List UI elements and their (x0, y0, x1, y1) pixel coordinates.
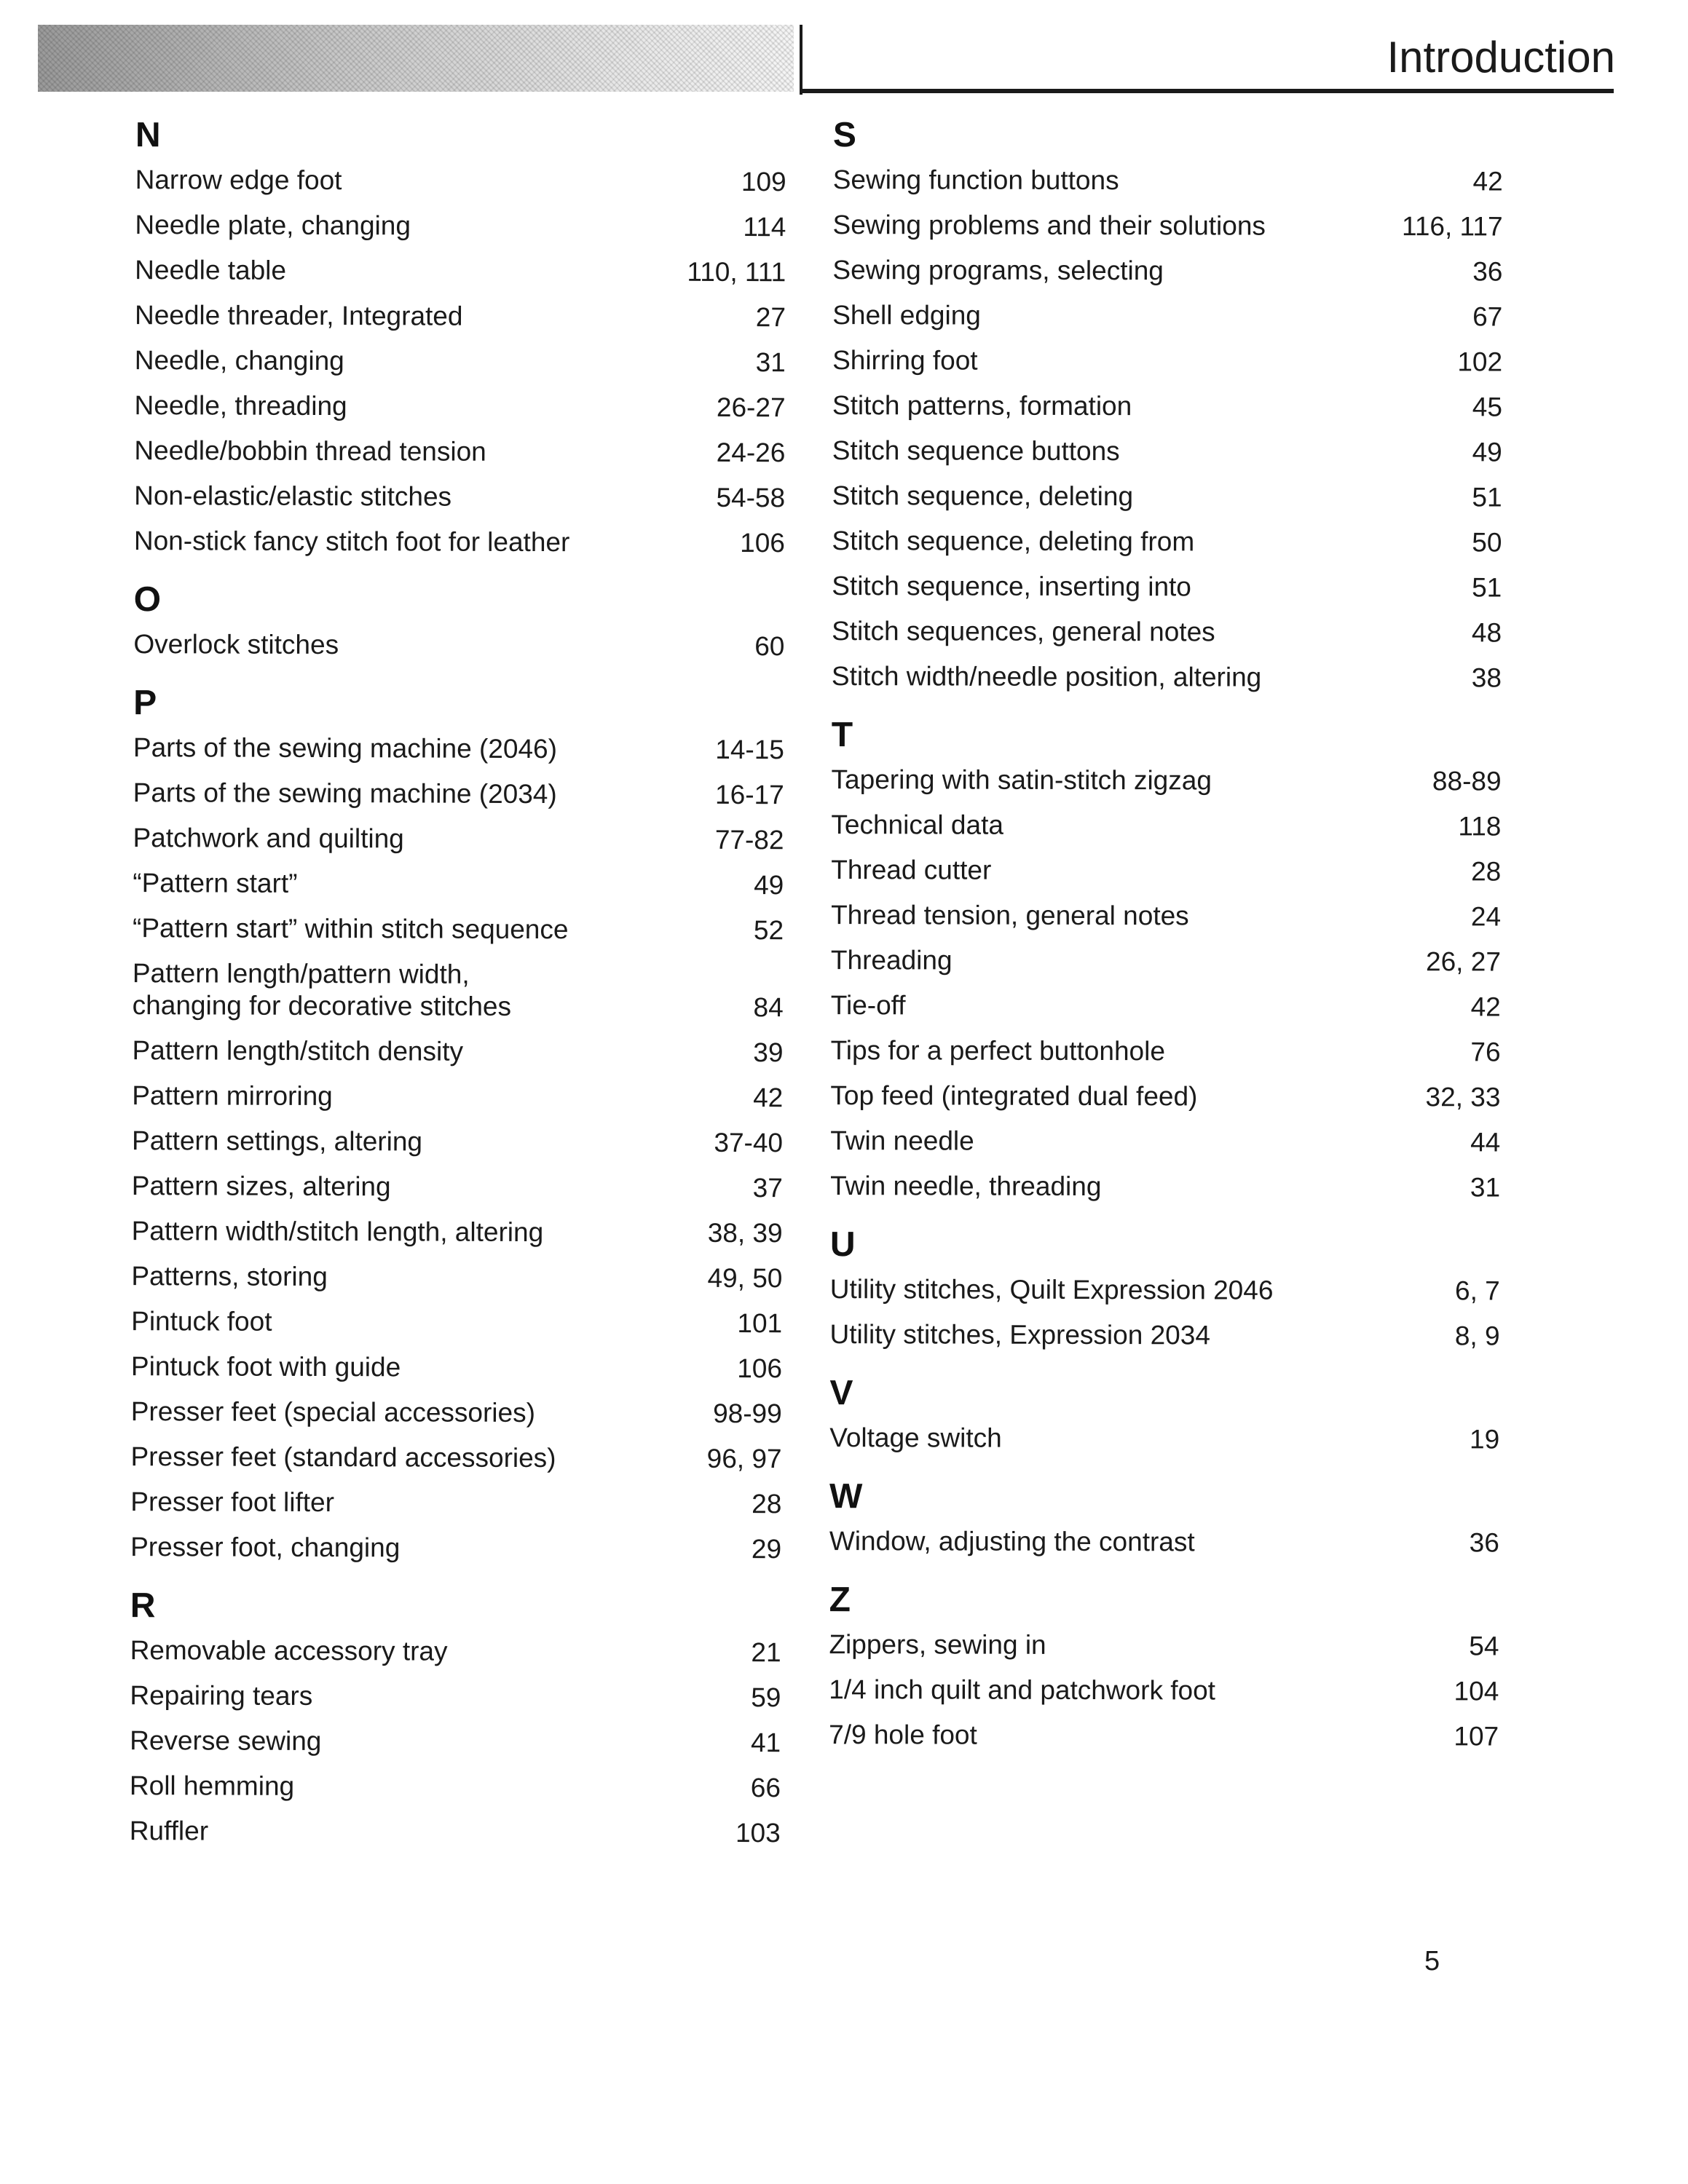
index-entry (803, 1415, 1499, 1463)
index-entry (805, 757, 1502, 804)
index-entry (103, 1718, 781, 1765)
index-entry (105, 1254, 782, 1301)
index-page-ref: 37 (752, 1173, 783, 1203)
index-term: Parts of the sewing machine (2034) (133, 778, 557, 810)
index-entry (805, 563, 1502, 611)
index-page-ref: 24 (1470, 901, 1502, 932)
index-term: Tapering with satin-stitch zigzag (831, 764, 1212, 796)
index-term: Reverse sewing (130, 1725, 322, 1757)
index-section-n (108, 114, 786, 566)
index-term: Parts of the sewing machine (2046) (133, 732, 558, 764)
index-entry (106, 1208, 783, 1256)
index-term: Non-stick fancy stitch foot for leather (133, 526, 570, 558)
index-term: Narrow edge foot (135, 165, 342, 196)
index-page-ref: 26, 27 (1426, 946, 1501, 977)
index-entry (802, 1622, 1499, 1669)
index-entry (103, 1673, 781, 1720)
index-term: Threading (830, 945, 953, 976)
index-page-ref: 36 (1469, 1527, 1499, 1558)
index-entry (802, 1712, 1499, 1760)
index-term: Stitch width/needle position, altering (831, 661, 1262, 692)
index-section-s (805, 114, 1503, 701)
index-page-ref: 21 (751, 1637, 781, 1668)
index-section-z (802, 1578, 1499, 1760)
index-page-ref: 44 (1470, 1127, 1501, 1158)
index-page-ref: 37-40 (714, 1127, 784, 1158)
index-term: Voltage switch (829, 1423, 1002, 1453)
header-divider (800, 25, 802, 95)
index-page-ref: 36 (1472, 256, 1503, 287)
index-term: Pattern length/stitch density (132, 1035, 464, 1067)
index-section-w (803, 1475, 1499, 1566)
index-page-ref: 42 (1470, 992, 1501, 1022)
index-entry (804, 1073, 1500, 1120)
index-entry (106, 906, 784, 953)
index-term: Needle/bobbin thread tension (134, 435, 486, 467)
index-page-ref: 28 (1471, 856, 1502, 887)
index-term: Utility stitches, Quilt Expression 2046 (829, 1274, 1274, 1305)
index-page-ref: 6, 7 (1454, 1275, 1500, 1306)
index-term: Twin needle (830, 1125, 974, 1156)
index-term: “Pattern start” within stitch sequence (133, 913, 569, 945)
index-entry (109, 248, 786, 295)
index-term: Patterns, storing (131, 1261, 328, 1292)
header-rule (800, 89, 1614, 93)
index-entry (804, 1118, 1500, 1166)
index-page-ref: 39 (753, 1037, 784, 1068)
index-entry (802, 1667, 1499, 1714)
index-term: Stitch sequence, deleting (832, 480, 1134, 512)
index-term: Presser feet (standard accessories) (130, 1441, 556, 1473)
index-term: Thread tension, general notes (831, 900, 1189, 931)
index-term: Needle, changing (134, 345, 344, 376)
index-entry (806, 383, 1502, 430)
index-term: “Pattern start” (133, 868, 298, 898)
index-term: Needle plate, changing (135, 210, 411, 241)
index-entry (806, 248, 1502, 295)
index-term: Stitch patterns, formation (832, 390, 1132, 422)
index-entry (106, 815, 784, 863)
index-term: Window, adjusting the contrast (829, 1526, 1195, 1557)
index-page-ref: 16-17 (715, 779, 784, 810)
page-number: 5 (1424, 1946, 1440, 1977)
index-entry (108, 428, 785, 475)
index-entry (106, 1073, 783, 1120)
index-entry (105, 1299, 782, 1346)
index-term: Pintuck foot (131, 1306, 272, 1337)
index-term: Stitch sequence, inserting into (832, 571, 1191, 602)
index-page-ref: 50 (1472, 527, 1502, 558)
index-section-r (103, 1584, 781, 1856)
index-entry (104, 1524, 781, 1572)
index-letter-heading: P (133, 684, 157, 723)
index-term: Presser feet (special accessories) (130, 1396, 536, 1428)
index-letter-heading: U (829, 1225, 856, 1265)
index-page-ref: 24-26 (716, 437, 786, 468)
index-page-ref: 49 (754, 870, 784, 901)
index-term: Needle threader, Integrated (134, 300, 463, 331)
index-page-ref: 116, 117 (1401, 211, 1503, 242)
index-page-ref: 107 (1454, 1721, 1499, 1752)
index-section-u (804, 1223, 1500, 1359)
index-page-ref: 49 (1472, 437, 1502, 467)
index-section-t (804, 713, 1502, 1211)
index-term: 1/4 inch quilt and patchwork foot (829, 1674, 1216, 1706)
index-page-ref: 28 (752, 1489, 782, 1519)
index-term: Presser foot lifter (130, 1487, 335, 1518)
index-entry (109, 202, 786, 250)
index-page-ref: 52 (753, 915, 784, 946)
index-entry (807, 202, 1503, 250)
index-term: Presser foot, changing (130, 1532, 401, 1563)
index-page-ref: 26-27 (716, 392, 786, 423)
index-page-ref: 27 (755, 302, 786, 333)
index-page-ref: 98-99 (713, 1398, 782, 1429)
index-term: Shell edging (832, 300, 981, 331)
index-entry (109, 157, 786, 205)
index-page-ref: 88-89 (1432, 766, 1502, 796)
index-entry (106, 1118, 783, 1166)
index-entry (806, 428, 1502, 475)
index-entry (805, 609, 1502, 656)
index-entry (106, 1163, 783, 1211)
index-term: Sewing problems and their solutions (832, 210, 1266, 241)
index-page-ref: 84 (753, 992, 784, 1023)
index-term: Top feed (integrated dual feed) (830, 1080, 1198, 1112)
index-entry (805, 893, 1501, 940)
index-entry (108, 518, 785, 566)
index-term: Overlock stitches (133, 629, 339, 660)
index-term: Sewing function buttons (832, 165, 1119, 196)
index-term: Pattern length/pattern width, changing for decorative stitches (132, 958, 512, 1021)
index-page-ref: 49, 50 (707, 1262, 783, 1294)
index-page-ref: 45 (1472, 392, 1502, 422)
index-entry (805, 847, 1501, 895)
index-page-ref: 38 (1471, 662, 1502, 693)
header-halftone-band (38, 25, 794, 92)
index-letter-heading: Z (829, 1580, 851, 1620)
index-term: Pattern settings, altering (131, 1125, 423, 1157)
index-entry (108, 473, 785, 521)
index-entry (106, 860, 784, 908)
index-page-ref: 8, 9 (1454, 1321, 1500, 1351)
index-page-ref: 101 (737, 1308, 783, 1339)
index-term: Patchwork and quilting (133, 823, 404, 854)
index-entry (107, 725, 784, 772)
index-letter-heading: O (133, 580, 162, 620)
index-page-ref: 106 (740, 528, 785, 558)
index-entry (804, 1312, 1500, 1359)
index-entry (805, 802, 1501, 850)
index-entry (107, 770, 784, 818)
index-page-ref: 60 (754, 631, 785, 662)
index-entry (107, 622, 784, 669)
index-letter-heading: S (832, 116, 856, 155)
index-page-ref: 42 (1472, 166, 1503, 197)
index-entry (106, 1028, 783, 1075)
index-term: Needle table (135, 255, 287, 285)
index-page-ref: 19 (1470, 1424, 1500, 1455)
index-term: Zippers, sewing in (829, 1629, 1046, 1660)
index-column-right (802, 109, 1503, 1759)
index-page-ref: 32, 33 (1425, 1082, 1501, 1112)
index-entry (104, 1434, 781, 1481)
index-entry (104, 1628, 781, 1675)
index-page-ref: 41 (750, 1728, 781, 1758)
index-page-ref: 38, 39 (707, 1217, 783, 1249)
index-section-o (107, 578, 784, 669)
index-term: Shirring foot (832, 345, 978, 376)
index-entry (105, 1344, 782, 1391)
index-entry (108, 383, 785, 430)
index-page-ref: 102 (1457, 347, 1503, 377)
index-entry (109, 338, 786, 385)
index-term: Needle, threading (134, 390, 347, 422)
index-term: Stitch sequence buttons (832, 435, 1120, 467)
index-term: Sewing programs, selecting (832, 255, 1164, 286)
index-term: Non-elastic/elastic stitches (134, 480, 452, 512)
index-term: Twin needle, threading (830, 1171, 1102, 1202)
index-page-ref: 118 (1458, 811, 1502, 842)
index-page-ref: 103 (735, 1818, 781, 1848)
index-term: Pattern sizes, altering (131, 1171, 391, 1202)
index-term: Roll hemming (129, 1770, 295, 1801)
index-term: Stitch sequence, deleting from (832, 526, 1195, 557)
index-entry (103, 1808, 781, 1856)
section-title: Introduction (1387, 33, 1615, 82)
index-page-ref: 114 (743, 212, 786, 242)
index-letter-heading: R (130, 1586, 156, 1626)
index-entry (806, 338, 1502, 385)
index-page-ref: 31 (755, 347, 786, 378)
index-page-ref: 76 (1470, 1037, 1501, 1067)
index-entry (804, 1267, 1500, 1314)
index-entry (106, 951, 784, 1030)
index-entry (803, 1519, 1499, 1566)
index-section-p (104, 681, 784, 1572)
index-entry (804, 1163, 1500, 1211)
index-page-ref: 110, 111 (687, 256, 786, 288)
index-term: Tie-off (830, 990, 906, 1021)
index-page-ref: 96, 97 (706, 1443, 782, 1474)
index-entry (806, 293, 1502, 340)
index-column-left (103, 109, 786, 1856)
index-page-ref: 54 (1469, 1631, 1499, 1661)
index-entry (807, 157, 1503, 205)
index-entry (805, 654, 1502, 701)
index-section-v (803, 1372, 1499, 1463)
index-term: Pattern mirroring (132, 1080, 333, 1112)
index-letter-heading: T (831, 716, 853, 755)
index-entry (103, 1763, 781, 1811)
index-page-ref: 51 (1472, 572, 1502, 603)
index-entry (805, 983, 1501, 1030)
index-entry (806, 473, 1502, 521)
index-term: 7/9 hole foot (829, 1720, 977, 1750)
index-term: Stitch sequences, general notes (832, 616, 1215, 647)
index-page-ref: 54-58 (716, 482, 786, 513)
index-page-ref: 67 (1472, 301, 1503, 332)
index-entry (805, 1028, 1501, 1075)
index-term: Removable accessory tray (130, 1635, 448, 1666)
index-term: Pintuck foot with guide (130, 1351, 401, 1382)
index-entry (805, 938, 1501, 985)
index-page-ref: 109 (741, 167, 786, 197)
index-entry (109, 293, 786, 340)
index-term: Utility stitches, Expression 2034 (829, 1319, 1210, 1350)
index-letter-heading: V (829, 1374, 853, 1413)
index-page-ref: 106 (737, 1353, 783, 1384)
index-term: Pattern width/stitch length, altering (131, 1216, 544, 1248)
index-page-ref: 59 (751, 1682, 781, 1713)
index-letter-heading: W (829, 1477, 863, 1516)
index-page-ref: 51 (1472, 482, 1502, 513)
index-page-ref: 104 (1454, 1676, 1499, 1706)
index-page-ref: 14-15 (715, 734, 785, 765)
index-page-ref: 31 (1470, 1172, 1501, 1203)
index-entry (104, 1479, 781, 1527)
index-entry (805, 518, 1502, 566)
index-page-ref: 48 (1471, 617, 1502, 648)
index-term: Repairing tears (130, 1680, 313, 1711)
index-term: Ruffler (129, 1816, 209, 1846)
index-page-ref: 66 (750, 1773, 781, 1803)
index-letter-heading: N (135, 116, 161, 155)
index-entry (105, 1389, 782, 1436)
index-term: Technical data (831, 810, 1004, 840)
index-page-ref: 42 (753, 1083, 784, 1113)
index-page-ref: 77-82 (714, 824, 784, 855)
index-term: Thread cutter (831, 855, 992, 885)
index-term: Tips for a perfect buttonhole (830, 1035, 1166, 1067)
index-page-ref: 29 (751, 1534, 782, 1564)
